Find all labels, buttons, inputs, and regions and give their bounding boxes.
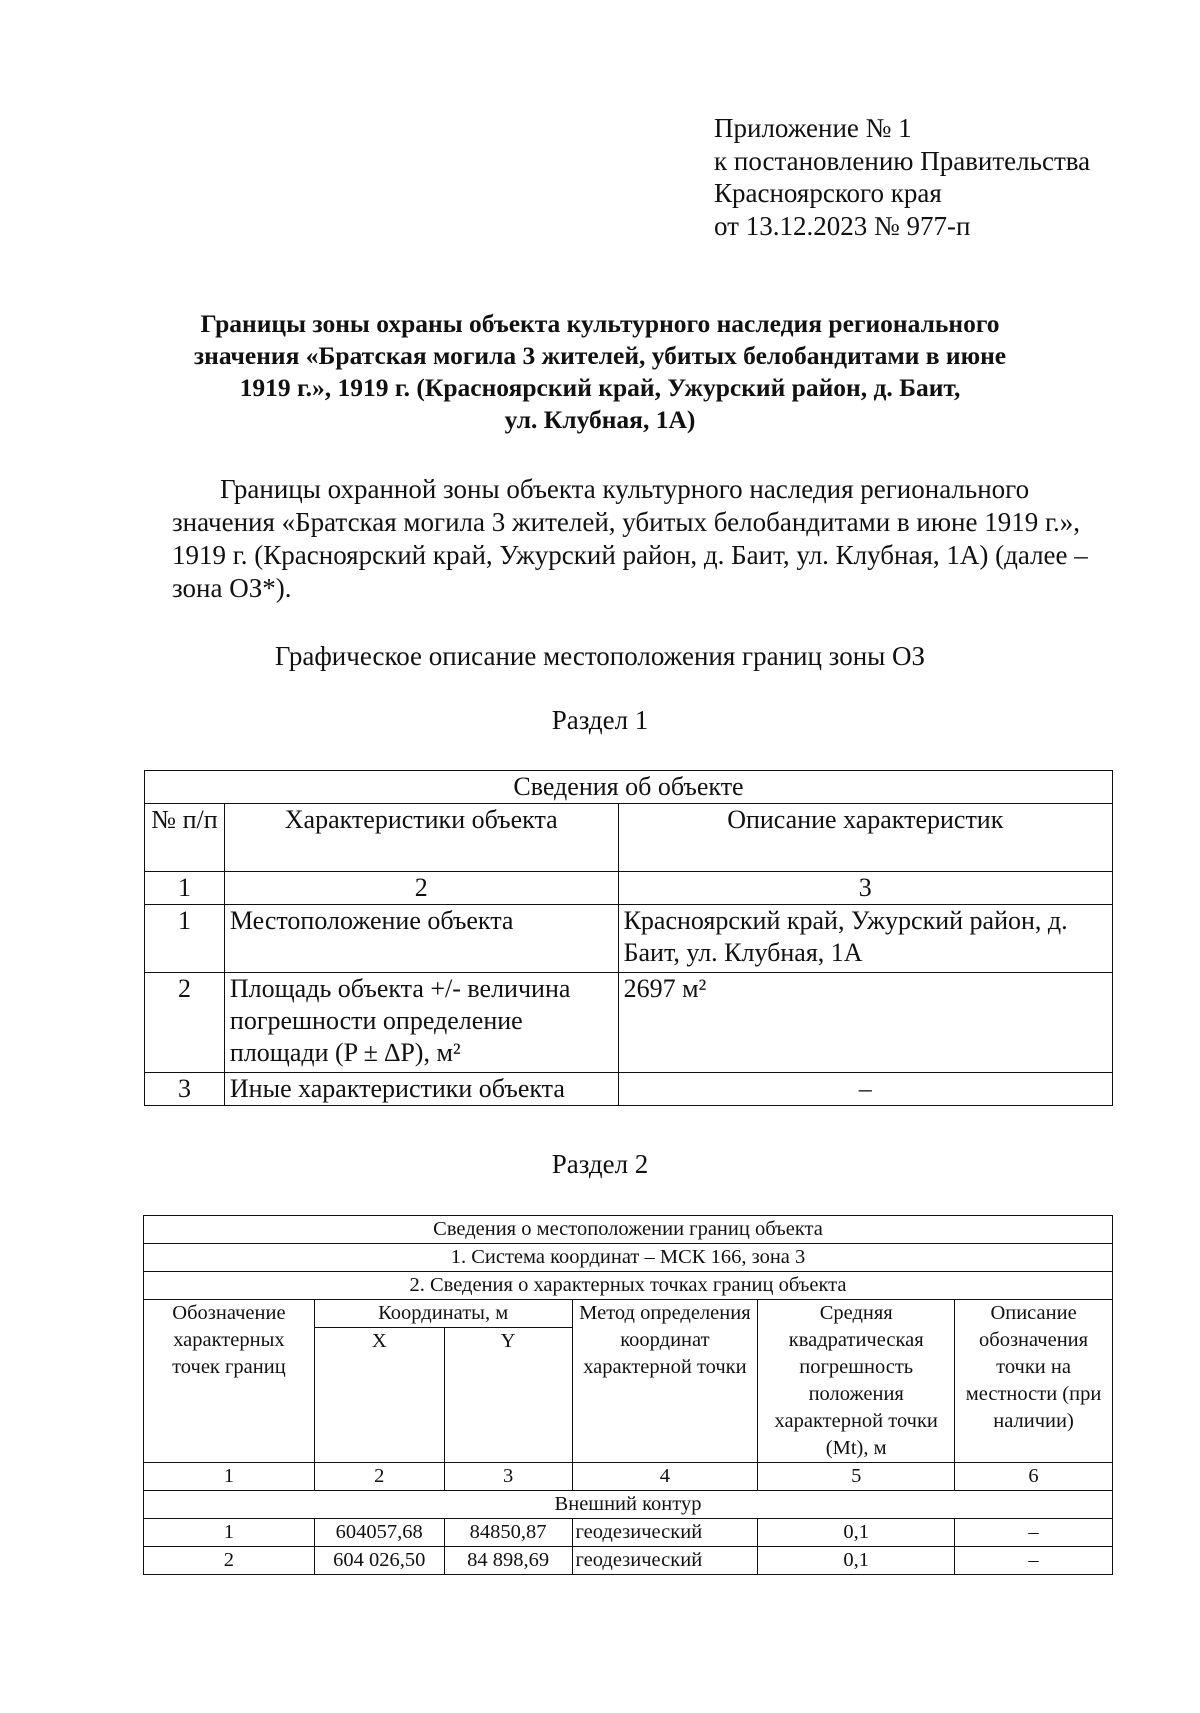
intro-line: Границы охранной зоны объекта культурного наследия регионального xyxy=(220,474,1030,504)
column-index: 3 xyxy=(444,1463,572,1491)
intro-line: зона ОЗ*). xyxy=(172,573,292,603)
method: геодезический xyxy=(572,1547,758,1575)
header-error: Средняя квадратическая погрешность положения характерной точки (Mt), м xyxy=(758,1300,955,1463)
point-description: – xyxy=(955,1547,1113,1575)
column-index: 5 xyxy=(758,1463,955,1491)
boundary-points-table xyxy=(143,1215,1113,1575)
graphic-description-heading: Графическое описание местоположения границ зоны ОЗ xyxy=(274,641,926,671)
table-title: Сведения о местоположении границ объекта xyxy=(144,1216,1113,1244)
row-number: 3 xyxy=(145,1073,225,1106)
row-description: Красноярский край, Ужурский район, д. Баит, ул. Клубная, 1А xyxy=(618,905,1112,973)
table-row xyxy=(144,1547,1113,1575)
row-characteristic: Площадь объекта +/- величина погрешности определение площади (P ± ∆P), м² xyxy=(224,973,618,1073)
document-title xyxy=(150,308,1050,436)
appendix-line: к постановлению Правительства xyxy=(714,145,1091,176)
column-index: 4 xyxy=(572,1463,758,1491)
title-line: Границы зоны охраны объекта культурного наследия регионального xyxy=(200,309,1000,338)
point-id: 2 xyxy=(144,1547,315,1575)
column-index: 3 xyxy=(618,872,1112,905)
appendix-line: от 13.12.2023 № 977-п xyxy=(714,210,971,241)
intro-line: значения «Братская могила 3 жителей, убитых белобандитами в июне 1919 г.», xyxy=(172,507,1080,537)
intro-paragraph xyxy=(172,473,1112,605)
row-characteristic: Местоположение объекта xyxy=(224,905,618,973)
points-title: 2. Сведения о характерных точках границ объекта xyxy=(144,1272,1113,1300)
section-1-heading: Раздел 1 xyxy=(551,705,649,735)
point-id: 1 xyxy=(144,1519,315,1547)
row-characteristic: Иные характеристики объекта xyxy=(224,1073,618,1106)
header-number: № п/п xyxy=(145,804,225,872)
row-description: – xyxy=(618,1073,1112,1106)
header-point-description: Описание обозначения точки на местности (при наличии) xyxy=(955,1300,1113,1463)
coord-x: 604057,68 xyxy=(314,1519,444,1547)
table-row xyxy=(145,1073,1113,1106)
header-characteristics: Характеристики объекта xyxy=(224,804,618,872)
header-point: Обозначение характерных точек границ xyxy=(144,1300,315,1463)
appendix-header xyxy=(714,112,1090,242)
header-description: Описание характеристик xyxy=(618,804,1112,872)
row-number: 2 xyxy=(145,973,225,1073)
point-description: – xyxy=(955,1519,1113,1547)
column-index: 1 xyxy=(144,1463,315,1491)
table-row xyxy=(145,973,1113,1073)
title-line: значения «Братская могила 3 жителей, убитых белобандитами в июне xyxy=(193,341,1007,370)
row-number: 1 xyxy=(145,905,225,973)
error: 0,1 xyxy=(758,1547,955,1575)
appendix-line: Красноярского края xyxy=(714,178,942,208)
coord-y: 84850,87 xyxy=(444,1519,572,1547)
table-row xyxy=(145,905,1113,973)
row-description: 2697 м² xyxy=(618,973,1112,1073)
coord-y: 84 898,69 xyxy=(444,1547,572,1575)
table-row xyxy=(144,1519,1113,1547)
header-y: Y xyxy=(444,1328,572,1463)
header-coordinates: Координаты, м xyxy=(314,1300,572,1328)
column-index: 2 xyxy=(224,872,618,905)
column-index: 6 xyxy=(955,1463,1113,1491)
coordinate-system: 1. Система координат – МСК 166, зона 3 xyxy=(144,1244,1113,1272)
section-2-heading: Раздел 2 xyxy=(551,1149,649,1179)
error: 0,1 xyxy=(758,1519,955,1547)
title-line: ул. Клубная, 1А) xyxy=(504,405,696,434)
column-index: 1 xyxy=(145,872,225,905)
intro-line: 1919 г. (Красноярский край, Ужурский район, д. Баит, ул. Клубная, 1А) (далее – xyxy=(172,540,1088,570)
object-info-table xyxy=(144,770,1113,1106)
contour-label: Внешний контур xyxy=(144,1491,1113,1519)
coord-x: 604 026,50 xyxy=(314,1547,444,1575)
header-method: Метод определения координат характерной точки xyxy=(572,1300,758,1463)
appendix-line: Приложение № 1 xyxy=(714,113,912,143)
header-x: X xyxy=(314,1328,444,1463)
table-title: Сведения об объекте xyxy=(145,771,1113,804)
title-line: 1919 г.», 1919 г. (Красноярский край, Ужурский район, д. Баит, xyxy=(239,373,961,402)
column-index: 2 xyxy=(314,1463,444,1491)
method: геодезический xyxy=(572,1519,758,1547)
